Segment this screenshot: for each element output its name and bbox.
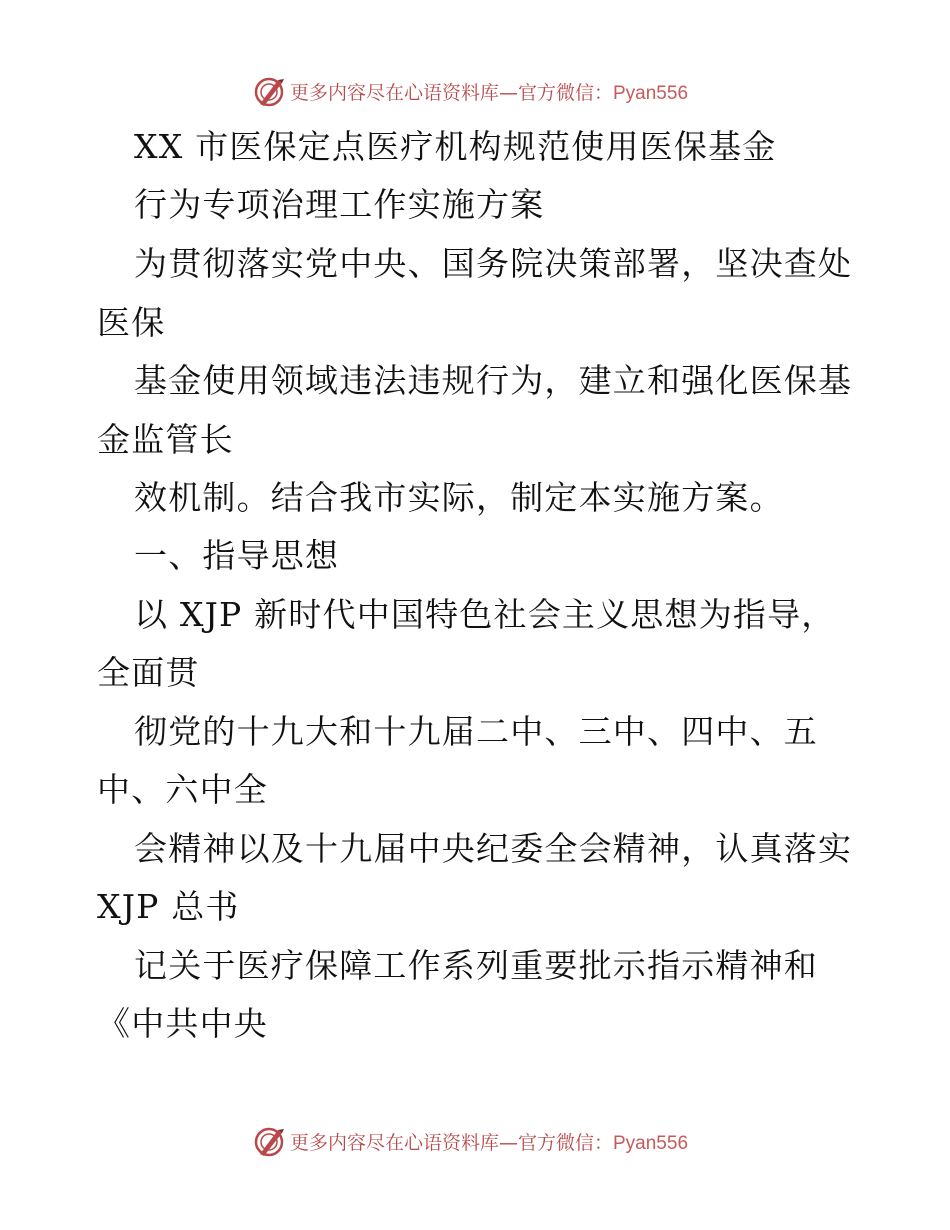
doc-title-line-1: XX 市医保定点医疗机构规范使用医保基金 (134, 127, 777, 166)
doc-line: 效机制。结合我市实际，制定本实施方案。 (134, 478, 784, 517)
doc-line: 基金使用领域违法违规行为，建立和强化医保基 (134, 361, 853, 400)
doc-line: 彻党的十九大和十九届二中、三中、四中、五 (134, 712, 818, 751)
doc-line: 医保 (97, 303, 166, 342)
footer-watermark (0, 1121, 950, 1161)
watermark-handle: Pyan556 (613, 1132, 689, 1154)
doc-line: 记关于医疗保障工作系列重要批示指示精神和 (134, 946, 818, 985)
watermark-text: 更多内容尽在心语资料库—官方微信：Pyan556 (289, 1131, 689, 1154)
doc-line: 《中共中央 (97, 1004, 268, 1043)
pen-logo-icon (252, 74, 286, 108)
watermark-text: 更多内容尽在心语资料库—官方微信：Pyan556 (289, 81, 689, 104)
doc-line: 中、六中全 (97, 770, 268, 809)
header-watermark (0, 71, 950, 111)
pen-logo-icon (252, 1124, 286, 1158)
doc-line: 全面贯 (97, 653, 200, 692)
doc-line: 为贯彻落实党中央、国务院决策部署，坚决查处 (134, 244, 853, 283)
doc-line: 以 XJP 新时代中国特色社会主义思想为指导， (134, 595, 836, 634)
watermark-handle: Pyan556 (613, 82, 689, 104)
doc-line: 会精神以及十九届中央纪委全会精神，认真落实 (134, 829, 853, 868)
doc-line: XJP 总书 (97, 887, 240, 926)
section-heading: 一、指导思想 (134, 536, 340, 575)
doc-line: 金监管长 (97, 420, 234, 459)
doc-title-line-2: 行为专项治理工作实施方案 (134, 185, 545, 224)
